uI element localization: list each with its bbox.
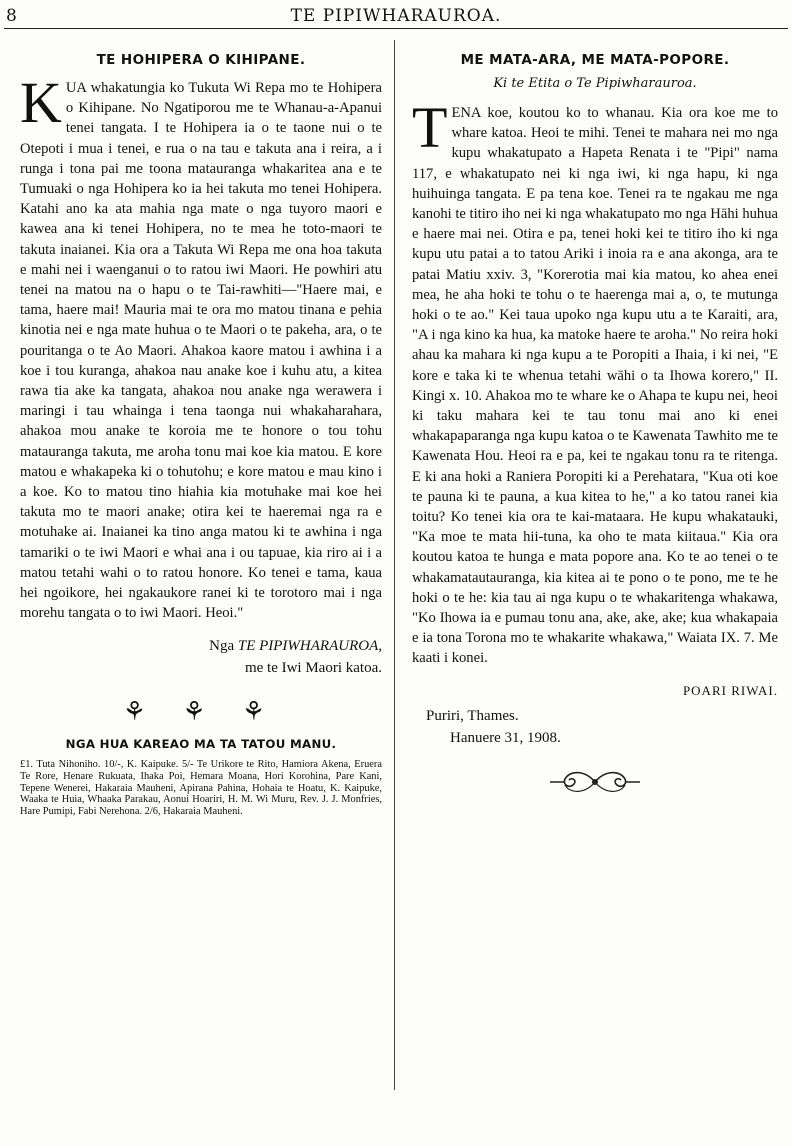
signature-prefix: Nga (209, 638, 235, 655)
ornament-divider: ⚘ ⚘ ⚘ (122, 697, 280, 728)
left-column (20, 46, 382, 817)
letter-location (412, 705, 778, 749)
letter-heading: ME MATA-ARA, ME MATA-POPORE. (460, 52, 730, 68)
letter-byline: Ki te Etita o Te Pipiwharauroa. (493, 76, 697, 91)
column-divider (394, 40, 395, 1090)
donations-heading: NGA HUA KAREAO MA TA TATOU MANU. (65, 737, 337, 752)
donations-list: £1. Tuta Nihoniho. 10/-, K. Kaipuke. 5/- Te Urikore te Rito, Hamiora Akena, Eruera Te Rore, Henare Rukuata, Ihaka Poi, Hemara Moana, Hori Korohina, Pare Kani, Tepene Wenerei, Hakaraia Mauheni, Apirana Pahina, Hohaia te Hoatu, K. Kaipuke, Waaka te Huia, Whaaka Parakau, Aonui Hoariri, H. M. Wi Muru, Rev. J. J. Monfries, Hare Pumipi, Fabi Nerehona. 2/6, Hakaraia Mauheni. (20, 759, 382, 817)
ornament-flourish (412, 767, 778, 801)
hospital-article-text: UA whakatungia ko Tukuta Wi Repa mo te Hohipera o Kihipane. No Ngatiporou me te Whanau-a-Apanui tenei tangata. I te Hohipera ia o te taone nui o te Otepoti i mua i tenei, e rua o na tau e takuta ana i reira, a i runga i tona pai me toona matauranga whakaritea ana e te Tumuaki o nga Hohipera ko ia hei takuta mo tenei Hohipera. Katahi ano ka ata mahia nga mate o nga tuyoro maori e kawea ana ki tenei Hohipera, no te mea he toto-maori te takuta inaianei. Kia ora a Takuta Wi Repa me ona hoa takuta e mahi nei i waenganui o to ratou iwi Maori. He powhiri atu tenei na matou na o hapu o te Tai-rawhiti—"Haere mai, e tama, haere mai! Mauria mai te ora mo matou tinana e pehia kinotia nei e nga mate huhua o te Maori o te pakeha, ara, o te pouritanga o te Ao Maori. Ahakoa kaore matou i awhina i a koe i tou kuranga, ahakoa nau anake koe i kuhu atu, a kitea rawa tia ake ka tangata, ahakoa nou anake nga werawera i maringi i tau whainga i tena taonga nui whakaharahara, ahakoa mou anake te koroia me te honore o tou tohu matauranga takuta, me aroha tonu mai koe kia matou. E kore matou e whakapeka ki o tohutohu; e kore matou e mau kino i a koe. Ko to matou tino hiahia kia motuhake mai koe hei takuta mo te maori anake; otira kei te haeremai nga ra e motuhake ai. Inaianei ka tino anga matou ki te awhina i nga tamariki o te iwi Maori e whai ana i ou tapuae, kia riro ai i a matou tetahi wahi o to ratou honore. Ko tenei e tama, kaua hei ngoikore, hei ngakaukore ranei ki te torotoro mai i nga morehu tangata o to iwi Maori. Heoi." (20, 80, 382, 622)
letter-text: ENA koe, koutou ko to whanau. Kia ora koe me to whare katoa. Heoi te mihi. Tenei te mahara nei mo nga kupu whakatupato a Hapeta Renata i te "Pipi" nama 117, e whakatupato nei ki nga iwi, ki nga hapu, ki nga huihuinga tangata. E pa tena koe. Tenei ra te ngakau me nga kanohi te titiro iho nei ki nga whakatupato mo nga Hāhi huhua e haere mai nei. Otira e pa, tenei hoki kei te titiro iho ki nga kupu utu patai a to tatou Ariki i inoia ra e ana akonga, ara te patai Matiu xxiv. 3, "Korerotia mai kia matou, ko ahea enei mea, he aha hoki te tohu o te haerenga mai a, o, te mutunga hoki o te ao." Kei taua upoko nga kupu utu a te Karaiti, ara, "A i nga kino ka hua, ka matoke haere te aroha." No reira hoki ahau ka mahara ki nga kupu a te Poropiti a Ihaia, i ki nei, "E kore e taka ki te whenua tetahi wāhi o ta Ihowa korero," II. Kingi x. 10. Ahakoa mo te whare ke o Ahapa te kupu nei, heoi ki taku mahara kei te tau tonu mai ano ki enei whakapaparanga nga kupu katoa o te Kawenata Tawhito me te Kawenata Hou. Heoi ra e pa, kei te ngakau tonu ra te ritenga. E ki ana hoki a Raniera Poropiti ki a Perehatara, "Kua oti koe te pauna ki te pauna, a kua kitea to he," a ko tatou ranei kia toitu? Ko tenei kia ora te kai-mataara. He kupu whakatauki, "Ka moe te mata hii-tuna, ka oho te mata kiitaua." Kia ora koutou katoa te hunga e mata popore ana. Ko te ao tenei o te whakamatautauranga, kia kitea ai te pono o te pono, me te he hoki o te he: kia tau ai nga kupu o te whakaritenga whakawa, "Ko Ihowa ia e pumau tonu ana, ake, ake, ake; kua whakapaia e ia tona Torona mo te whakarite whakawa," Waiata IX. 7. Me kaati i konei. (412, 105, 778, 667)
signature-name: TE PIPIWHARAUROA, (237, 638, 382, 655)
drop-cap: T (412, 95, 448, 160)
flourish-icon (540, 767, 650, 797)
signature-line2: me te Iwi Maori katoa. (244, 660, 382, 677)
drop-cap: K (20, 70, 62, 135)
hospital-article-body (20, 70, 382, 623)
hospital-article-signature (20, 635, 382, 679)
header-rule (4, 28, 788, 29)
letter-signature: POARI RIWAI. (682, 682, 778, 698)
hospital-article-heading: TE HOHIPERA O KIHIPANE. (96, 52, 306, 68)
letter-place: Puriri, Thames. (426, 707, 519, 724)
page-number: 8 (6, 6, 17, 26)
letter-body (412, 95, 778, 669)
letter-date: Hanuere 31, 1908. (450, 729, 561, 746)
right-column (412, 46, 778, 801)
publication-title: TE PIPIWHARAUROA. (290, 6, 502, 26)
